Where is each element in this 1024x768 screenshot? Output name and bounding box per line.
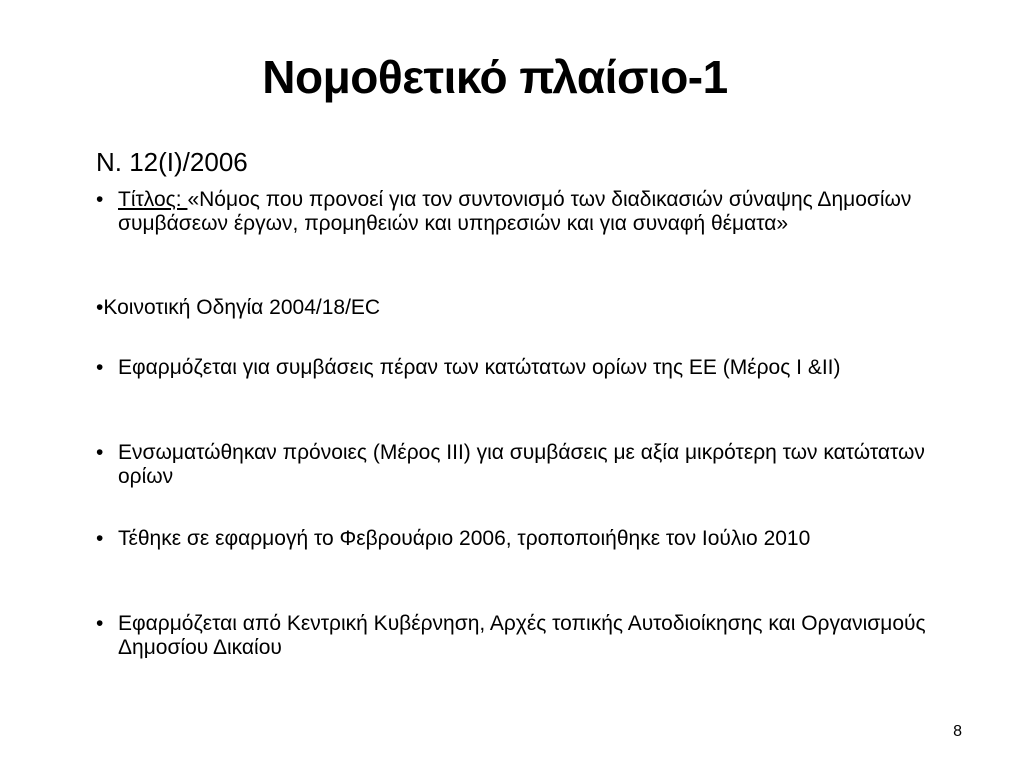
list-item-provisions [96, 441, 956, 489]
list-item-text: Εφαρμόζεται από Κεντρική Κυβέρνηση, Αρχές τοπικής Αυτοδιοίκησης και Οργανισμούς Δημοσίου Δικαίου [118, 612, 926, 659]
list-item-text: Εφαρμόζεται για συμβάσεις πέραν των κατώτατων ορίων της ΕΕ (Μέρος Ι &ΙΙ) [118, 356, 841, 379]
bullet-icon: • [96, 527, 104, 550]
bullet-icon: • [96, 188, 104, 211]
title-text: «Νόμος που προνοεί για τον συντονισμό των διαδικασιών σύναψης Δημοσίων συμβάσεων έργων, προμηθειών και υπηρεσιών και για συναφή θέματα» [118, 188, 912, 235]
list-item-text [118, 188, 956, 236]
title-label: Τίτλος: [118, 188, 188, 211]
slide-title: Νομοθετικό πλαίσιο-1 [262, 51, 728, 103]
bullet-icon: • [96, 441, 104, 464]
list-item-effective [96, 527, 956, 551]
list-item-text: Τέθηκε σε εφαρμογή το Φεβρουάριο 2006, τροποποιήθηκε τον Ιούλιο 2010 [118, 527, 811, 550]
bullet-icon: • [96, 612, 104, 635]
directive-text: Κοινοτική Οδηγία 2004/18/EC [103, 296, 381, 319]
list-item-directive [96, 296, 380, 320]
list-item-scope [96, 356, 956, 380]
list-item-applies [96, 612, 956, 660]
page-number: 8 [953, 723, 962, 740]
law-reference: Ν. 12(Ι)/2006 [96, 147, 248, 177]
list-item-title [96, 188, 956, 236]
bullet-icon: • [96, 296, 104, 319]
list-item-text: Ενσωματώθηκαν πρόνοιες (Μέρος ΙΙΙ) για συμβάσεις με αξία μικρότερη των κατώτατων ορίων [118, 441, 925, 488]
bullet-icon: • [96, 356, 104, 379]
